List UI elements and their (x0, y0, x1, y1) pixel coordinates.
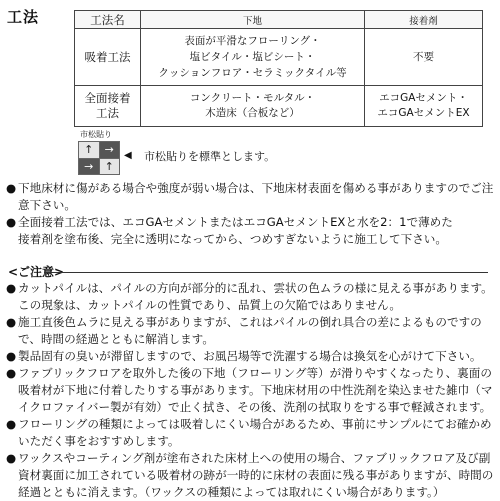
list-item (6, 348, 494, 365)
note-text: 下地床材に傷がある場合や強度が弱い場合は、下地床材表面を傷める事がありますのでご注意下さい。 (18, 181, 494, 212)
arrow-right-icon: → (100, 142, 120, 158)
ichimatsu-note: 市松貼りを標準とします。 (144, 150, 276, 163)
list-item (6, 314, 494, 348)
cell-line: コンクリート・モルタル・ (189, 92, 316, 104)
bullet-icon: ● (6, 315, 17, 329)
list-item (6, 280, 494, 314)
arrow-up-icon: ↑ (100, 159, 120, 175)
header-method: 工法名 (75, 11, 141, 29)
cell-line: エコGAセメント・ (379, 92, 468, 104)
cell-line: エコGAセメントEX (377, 107, 470, 119)
list-item (6, 180, 494, 214)
caution-title: <ご注意> (8, 265, 65, 279)
pointer-left-icon: ◀ (124, 150, 132, 161)
bullet-icon: ● (6, 215, 17, 229)
cell-adhesive (365, 86, 483, 127)
note-text: ワックスやコーティング剤が塗布された床材上への使用の場合、ファブリックフロア及び副資材裏面に加工されている吸着材の跡が一時的に床材の表面に残る事がありますが、時間の経過とともに消えます。（ワックスの種類によっては取れにくい場合があります。） (18, 451, 494, 499)
cell-line: 全面接着 (84, 91, 131, 105)
note-text: 施工直後色ムラに見える事がありますが、これはパイルの倒れ具合の差によるものですので、時間の経過とともに解消します。 (18, 315, 482, 346)
bullet-icon: ● (6, 366, 17, 380)
bullet-icon: ● (6, 349, 17, 363)
note-text: フローリングの種類によっては吸着しにくい場合があるため、事前にサンプルにてお確かめいただく事をおすすめします。 (18, 417, 492, 448)
cell-line: 吸着工法 (84, 50, 131, 64)
bullet-icon: ● (6, 281, 17, 295)
note-line: 全面接着工法では、エコGAセメントまたはエコGAセメントEXと水を2：1で薄めた (18, 215, 453, 229)
cell-base (141, 29, 365, 86)
cell-line: クッションフロア・セラミックタイル等 (158, 67, 347, 79)
header-adhesive: 接着剤 (365, 11, 483, 29)
caution-divider (44, 272, 488, 273)
bullet-icon: ● (6, 417, 17, 431)
arrow-right-icon: → (79, 159, 99, 175)
bullet-icon: ● (6, 451, 17, 465)
list-item (6, 450, 494, 501)
arrow-up-icon: ↑ (79, 142, 99, 158)
table-header-row (75, 11, 483, 29)
note-text (18, 214, 494, 248)
note-text: カットパイルは、パイルの方向が部分的に乱れ、雲状の色ムラの様に見える事があります。この現象は、カットパイルの性質であり、品質上の欠陥ではありません。 (18, 281, 493, 312)
cell-base (141, 86, 365, 127)
section-title: 工法 (7, 8, 40, 26)
cell-line: 工法 (96, 106, 119, 120)
note-line: 接着剤を塗布後、完全に透明になってから、つめすぎないように施工して下さい。 (18, 232, 447, 246)
construction-method-table (74, 10, 483, 127)
list-item (6, 416, 494, 450)
cell-line: 木造床（合板など） (205, 107, 300, 119)
notes-caution-list (6, 280, 494, 501)
cell-line: 不要 (413, 51, 434, 63)
cell-adhesive (365, 29, 483, 86)
note-text: 製品固有の臭いが滞留しますので、お風呂場等で洗濯する場合は換気を心がけて下さい。 (18, 349, 482, 363)
ichimatsu-label: 市松貼り (80, 130, 112, 139)
list-item (6, 365, 494, 416)
cell-method (75, 29, 141, 86)
table-row (75, 29, 483, 86)
cell-line: 表面が平滑なフローリング・ (184, 35, 321, 47)
ichimatsu-pattern-icon (78, 141, 120, 175)
notes-top-list (6, 180, 494, 248)
header-base: 下地 (141, 11, 365, 29)
bullet-icon: ● (6, 181, 17, 195)
table-row (75, 86, 483, 127)
cell-line: 塩ビタイル・塩ビシート・ (189, 51, 316, 63)
note-text: ファブリックフロアを取外した後の下地（フローリング等）が滑りやすくなったり、裏面の吸着材が下地に付着したりする事があります。下地床材用の中性洗剤を染込ませた雑巾（マイクロファイバー製が有効）で止く拭き、その後、洗剤の拭取りをする事で軽減されます。 (18, 366, 493, 414)
cell-method (75, 86, 141, 127)
list-item (6, 214, 494, 248)
